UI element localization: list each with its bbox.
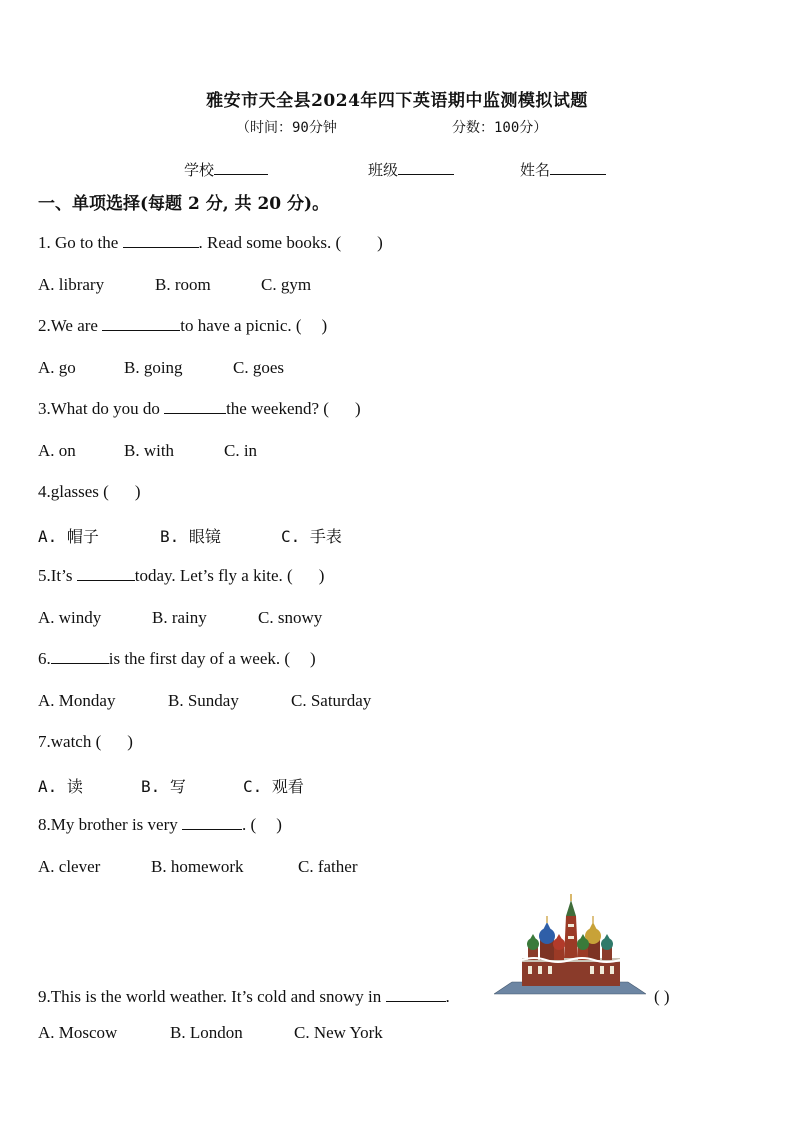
question-4: 4.glasses ( ) xyxy=(38,482,141,501)
option-b[interactable]: B. homework xyxy=(151,857,244,876)
section-title: 一、单项选择(每题 2 分, 共 20 分)。 xyxy=(38,194,330,214)
answer-blank[interactable] xyxy=(102,317,180,331)
option-c[interactable]: C. 手表 xyxy=(281,527,342,546)
answer-blank[interactable] xyxy=(182,816,242,830)
school-label: 学校 xyxy=(184,161,215,179)
option-b[interactable]: B. going xyxy=(124,358,183,377)
option-b[interactable]: B. room xyxy=(155,275,211,294)
option-a[interactable]: A. clever xyxy=(38,857,101,876)
answer-blank[interactable] xyxy=(164,400,226,414)
moscow-cathedral-illustration xyxy=(494,894,646,996)
name-label: 姓名 xyxy=(520,161,551,179)
exam-score: 分数：100分） xyxy=(452,120,548,136)
answer-blank[interactable] xyxy=(123,234,199,248)
question-2: 2.We are to have a picnic. ( ) xyxy=(38,316,328,335)
option-c[interactable]: C. gym xyxy=(261,275,312,294)
option-c[interactable]: C. father xyxy=(298,857,358,876)
exam-title: 雅安市天全县2024年四下英语期中监测模拟试题 xyxy=(206,91,588,111)
class-label: 班级 xyxy=(368,161,399,179)
option-a[interactable]: A. 读 xyxy=(38,777,83,796)
question-3: 3.What do you do the weekend? ( ) xyxy=(38,399,361,418)
option-a[interactable]: A. on xyxy=(38,441,76,460)
answer-paren[interactable]: ( ) xyxy=(654,987,670,1006)
option-a[interactable]: A. Monday xyxy=(38,691,116,710)
option-a[interactable]: A. 帽子 xyxy=(38,527,99,546)
option-c[interactable]: C. snowy xyxy=(258,608,323,627)
name-blank[interactable] xyxy=(550,160,606,175)
option-c[interactable]: C. 观看 xyxy=(243,777,304,796)
option-c[interactable]: C. goes xyxy=(233,358,284,377)
answer-blank[interactable] xyxy=(51,650,109,664)
option-c[interactable]: C. Saturday xyxy=(291,691,372,710)
name-field[interactable] xyxy=(520,159,606,180)
option-a[interactable]: A. library xyxy=(38,275,105,294)
question-9: 9.This is the world weather. It’s cold and snowy in . xyxy=(38,987,450,1006)
option-c[interactable]: C. New York xyxy=(294,1023,383,1042)
option-b[interactable]: B. London xyxy=(170,1023,243,1042)
option-b[interactable]: B. 眼镜 xyxy=(160,527,221,546)
option-a[interactable]: A. go xyxy=(38,358,76,377)
option-b[interactable]: B. Sunday xyxy=(168,691,239,710)
school-blank[interactable] xyxy=(214,160,268,175)
question-1: 1. Go to the . Read some books. ( ) xyxy=(38,233,383,252)
option-a[interactable]: A. Moscow xyxy=(38,1023,118,1042)
exam-time: （时间：90分钟 xyxy=(236,120,337,136)
option-a[interactable]: A. windy xyxy=(38,608,102,627)
option-c[interactable]: C. in xyxy=(224,441,258,460)
school-field[interactable] xyxy=(184,159,268,180)
class-blank[interactable] xyxy=(398,160,454,175)
question-5: 5.It’s today. Let’s fly a kite. ( ) xyxy=(38,566,325,585)
answer-blank[interactable] xyxy=(77,567,135,581)
answer-blank[interactable] xyxy=(386,988,446,1002)
question-6: 6. is the first day of a week. ( ) xyxy=(38,649,316,668)
option-b[interactable]: B. rainy xyxy=(152,608,207,627)
question-8: 8.My brother is very . ( ) xyxy=(38,815,282,834)
class-field[interactable] xyxy=(368,159,454,180)
option-b[interactable]: B. 写 xyxy=(141,777,186,796)
option-b[interactable]: B. with xyxy=(124,441,175,460)
question-7: 7.watch ( ) xyxy=(38,732,133,751)
